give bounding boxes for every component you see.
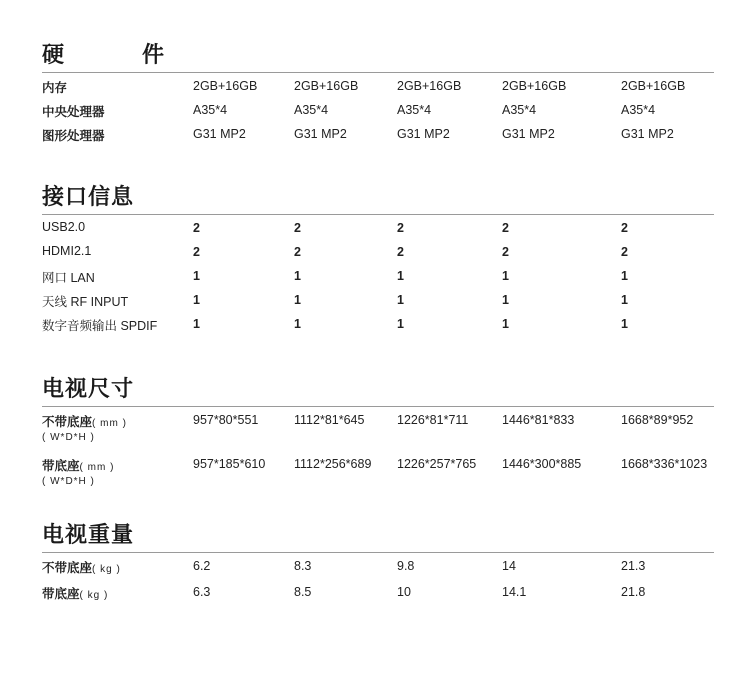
cell: 1 [193,317,200,331]
cell: 2 [193,245,200,259]
row-label-sub: ( W*D*H ) [42,476,95,487]
cell: 1446*300*885 [502,457,582,471]
row-label-unit: ( kg ) [92,564,121,575]
cell: 9.8 [397,559,415,573]
cell: 6.3 [193,585,211,599]
row-label-unit: ( mm ) [92,418,127,429]
cell: 1 [502,269,509,283]
cell: 21.8 [621,585,646,599]
spec-row [42,97,714,121]
cell: 1 [294,293,301,307]
cell: 1446*81*833 [502,413,575,427]
row-label [42,412,127,443]
cell: 1226*257*765 [397,457,477,471]
size-section [42,372,714,495]
hardware-section [42,38,714,145]
cell: 2 [294,221,301,235]
spec-row [42,553,714,579]
row-label: 内存 [42,81,68,95]
spec-row [42,579,714,605]
spec-row [42,287,714,311]
spec-row [42,263,714,287]
spec-row [42,121,714,145]
cell: 1226*81*711 [397,413,469,427]
cell: 2GB+16GB [193,79,258,93]
cell: G31 MP2 [502,127,555,141]
cell: 1 [294,269,301,283]
row-label: 数字音频输出 SPDIF [42,319,158,333]
section-title-size: 电视尺寸 [42,372,714,407]
row-label: 图形处理器 [42,129,105,143]
spec-row [42,451,714,495]
row-label-text: 不带底座 [42,415,93,429]
cell: A35*4 [397,103,432,117]
cell: 2 [621,221,628,235]
cell: 1 [397,269,404,283]
row-label [42,456,114,487]
row-label-text: 不带底座 [42,561,93,575]
cell: 21.3 [621,559,646,573]
cell: 1668*89*952 [621,413,694,427]
row-label-text: 带底座 [42,587,80,601]
cell: 957*80*551 [193,413,259,427]
cell: 2 [397,245,404,259]
cell: G31 MP2 [193,127,246,141]
cell: 1 [193,293,200,307]
cell: 957*185*610 [193,457,266,471]
cell: 14 [502,559,516,573]
section-title-hardware: 硬 件 [42,38,714,73]
cell: 1 [397,317,404,331]
row-label: HDMI2.1 [42,244,92,258]
cell: 2 [397,221,404,235]
spec-row [42,239,714,263]
spec-row [42,407,714,451]
cell: 14.1 [502,585,527,599]
spec-row [42,73,714,97]
cell: A35*4 [193,103,228,117]
row-label-sub: ( W*D*H ) [42,432,95,443]
cell: 1 [621,293,628,307]
row-label-unit: ( mm ) [79,462,115,473]
row-label [42,584,108,602]
cell: 1 [502,293,509,307]
row-label: 网口 LAN [42,271,95,285]
cell: 6.2 [193,559,211,573]
cell: 1668*336*1023 [621,457,708,471]
row-label: USB2.0 [42,220,86,234]
cell: 2GB+16GB [397,79,462,93]
cell: 1112*256*689 [294,457,372,471]
cell: 1 [621,317,628,331]
row-label-text: 带底座 [42,459,80,473]
cell: 2 [502,221,509,235]
cell: 2 [294,245,301,259]
spec-row [42,215,714,239]
spec-row [42,311,714,335]
cell: 2GB+16GB [294,79,359,93]
cell: 1 [294,317,301,331]
cell: 1 [502,317,509,331]
cell: A35*4 [621,103,656,117]
cell: G31 MP2 [621,127,674,141]
row-label [42,558,121,576]
cell: 2 [621,245,628,259]
section-title-weight: 电视重量 [42,518,714,553]
cell: 1 [397,293,404,307]
cell: 8.5 [294,585,312,599]
cell: 2GB+16GB [502,79,567,93]
row-label-unit: ( kg ) [79,590,109,601]
cell: G31 MP2 [294,127,347,141]
cell: 10 [397,585,411,599]
cell: 2GB+16GB [621,79,686,93]
row-label: 中央处理器 [42,105,105,119]
cell: 1 [193,269,200,283]
row-label: 天线 RF INPUT [42,295,129,309]
cell: 1112*81*645 [294,413,365,427]
section-title-interfaces: 接口信息 [42,180,714,215]
cell: 8.3 [294,559,312,573]
cell: A35*4 [502,103,537,117]
cell: 2 [193,221,200,235]
interfaces-section [42,180,714,335]
cell: A35*4 [294,103,329,117]
cell: G31 MP2 [397,127,450,141]
cell: 2 [502,245,509,259]
cell: 1 [621,269,628,283]
weight-section [42,518,714,605]
